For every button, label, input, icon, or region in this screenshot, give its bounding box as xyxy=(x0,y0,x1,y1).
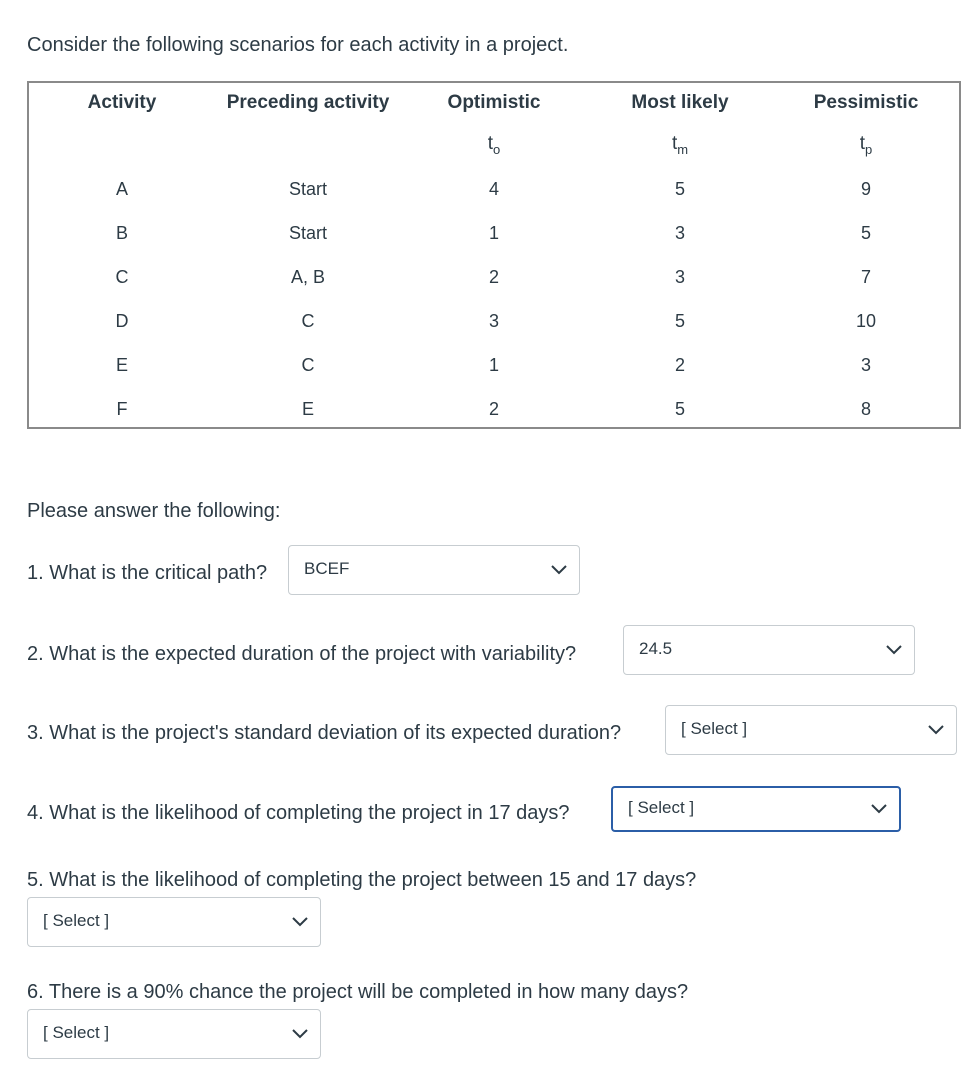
cell-preceding: E xyxy=(301,398,314,419)
cell-activity: A xyxy=(115,178,128,199)
cell-pessimistic: 5 xyxy=(860,222,871,243)
cell-pessimistic: 3 xyxy=(860,354,871,375)
question-6-select[interactable] xyxy=(27,1009,321,1059)
table-row xyxy=(29,387,959,431)
cell-preceding: Start xyxy=(288,178,327,199)
cell-optimistic: 3 xyxy=(488,310,499,331)
cell-most-likely: 5 xyxy=(674,398,685,419)
header-preceding: Preceding activity xyxy=(226,92,390,113)
cell-most-likely: 5 xyxy=(674,178,685,199)
question-2-select[interactable] xyxy=(623,625,915,675)
table-row xyxy=(29,167,959,211)
cell-most-likely: 5 xyxy=(674,310,685,331)
cell-optimistic: 2 xyxy=(488,398,499,419)
chevron-down-icon xyxy=(871,804,887,814)
cell-pessimistic: 9 xyxy=(860,178,871,199)
cell-most-likely: 3 xyxy=(674,266,685,287)
cell-optimistic: 2 xyxy=(488,266,499,287)
question-4-select[interactable] xyxy=(611,786,901,832)
table-header-row xyxy=(29,83,959,123)
question-3-select[interactable] xyxy=(665,705,957,755)
cell-preceding: Start xyxy=(288,222,327,243)
chevron-down-icon xyxy=(292,917,308,927)
cell-preceding: C xyxy=(301,310,315,331)
activity-table xyxy=(27,81,961,429)
question-2-value: 24.5 xyxy=(639,639,673,658)
symbol-row xyxy=(29,123,959,167)
question-4-value: [ Select ] xyxy=(628,798,695,817)
intro-text: Consider the following scenarios for each activity in a project. xyxy=(27,34,569,56)
header-activity: Activity xyxy=(87,92,157,113)
chevron-down-icon xyxy=(928,725,944,735)
cell-activity: F xyxy=(116,398,128,419)
cell-activity: D xyxy=(115,310,129,331)
table-row xyxy=(29,343,959,387)
table-row xyxy=(29,211,959,255)
question-2-text: 2. What is the expected duration of the project with variability? xyxy=(27,643,577,665)
instructions-text: Please answer the following: xyxy=(27,500,281,522)
cell-optimistic: 1 xyxy=(488,222,499,243)
question-5-select[interactable] xyxy=(27,897,321,947)
cell-pessimistic: 7 xyxy=(860,266,871,287)
cell-optimistic: 4 xyxy=(488,178,499,199)
cell-preceding: A, B xyxy=(290,266,325,287)
cell-most-likely: 3 xyxy=(674,222,685,243)
symbol-most-likely: $t_m$ xyxy=(671,133,689,157)
question-4-text: 4. What is the likelihood of completing the project in 17 days? xyxy=(27,802,570,824)
cell-most-likely: 2 xyxy=(674,354,685,375)
cell-optimistic: 1 xyxy=(488,354,499,375)
header-most-likely: Most likely xyxy=(631,92,729,113)
cell-activity: E xyxy=(115,354,128,375)
cell-preceding: C xyxy=(301,354,315,375)
chevron-down-icon xyxy=(886,645,902,655)
question-3-value: [ Select ] xyxy=(681,719,748,738)
table-row xyxy=(29,255,959,299)
question-5-value: [ Select ] xyxy=(43,911,110,930)
question-5-text: 5. What is the likelihood of completing the project between 15 and 17 days? xyxy=(27,869,697,891)
header-optimistic: Optimistic xyxy=(447,92,541,113)
table-row xyxy=(29,299,959,343)
question-1-text: 1. What is the critical path? xyxy=(27,562,268,584)
question-1-select[interactable] xyxy=(288,545,580,595)
question-1-value: BCEF xyxy=(304,559,350,578)
symbol-pessimistic: $t_p$ xyxy=(859,133,873,157)
cell-activity: C xyxy=(115,266,129,287)
symbol-optimistic: $t_o$ xyxy=(487,133,501,157)
question-6-value: [ Select ] xyxy=(43,1023,110,1042)
question-3-text: 3. What is the project's standard deviation of its expected duration? xyxy=(27,722,622,744)
header-pessimistic: Pessimistic xyxy=(813,92,919,113)
cell-pessimistic: 8 xyxy=(860,398,871,419)
chevron-down-icon xyxy=(551,565,567,575)
cell-pessimistic: 10 xyxy=(855,310,877,331)
question-6-text: 6. There is a 90% chance the project will be completed in how many days? xyxy=(27,981,689,1003)
chevron-down-icon xyxy=(292,1029,308,1039)
cell-activity: B xyxy=(115,222,128,243)
